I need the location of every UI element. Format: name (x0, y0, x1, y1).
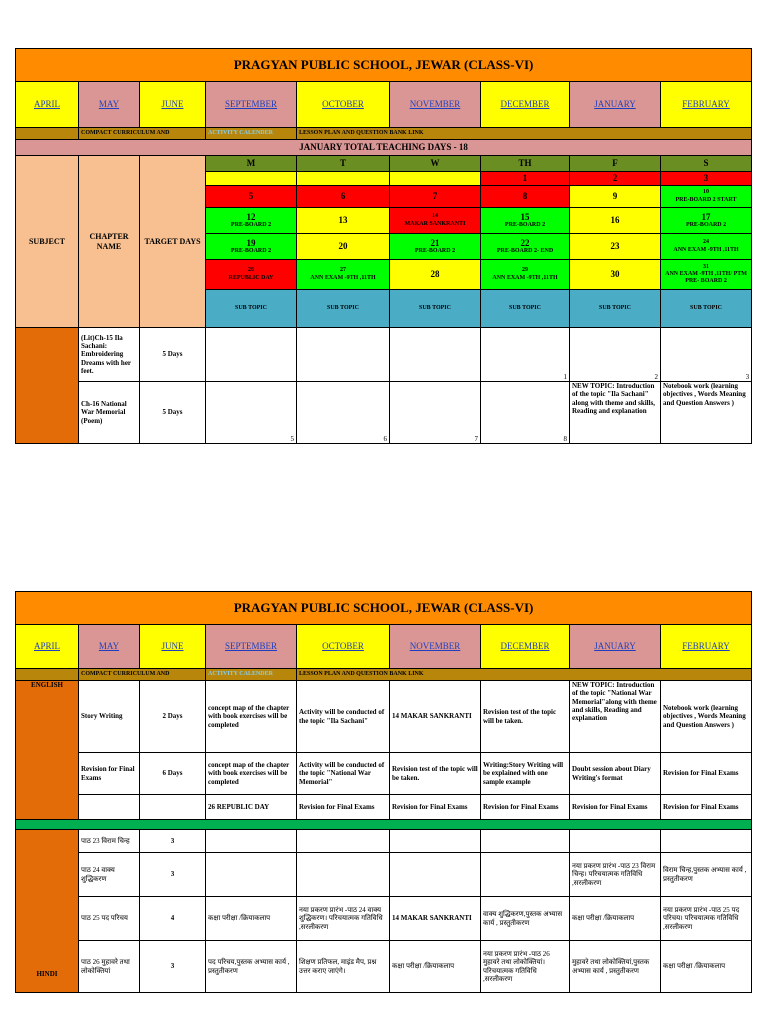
month-link-april[interactable]: APRIL (33, 99, 60, 110)
plan-cell (481, 853, 570, 897)
date-cell: 3 (661, 172, 752, 186)
date-cell: 16 (570, 208, 661, 234)
plan-cell: Writing:Story Writing will be explained with one sample example (481, 753, 570, 795)
plan-cell: नया प्रकरण प्रारंभ -पाठ 25 पद परिचय। परिचयात्मक गतिविधि ,सरलीकरण (661, 897, 752, 941)
month-link-december[interactable]: DECEMBER (500, 641, 550, 652)
chapter-cell: Story Writing (79, 681, 140, 753)
plan-cell (390, 853, 481, 897)
calendar-table (15, 48, 752, 444)
page-title: PRAGYAN PUBLIC SCHOOL, JEWAR (CLASS-VI) (16, 49, 752, 82)
day-header-tuesday: T (297, 156, 390, 172)
month-link-january[interactable]: JANUARY (594, 99, 636, 110)
plan-cell: कक्षा परीक्षा /क्रियाकलाप (661, 941, 752, 993)
plan-cell: Activity will be conducted of the topic "Ila Sachani" (297, 681, 390, 753)
date-cell: 19 PRE-BOARD 2 (206, 234, 297, 260)
date-cell: 8 (481, 186, 570, 208)
date-cell: 26 REPUBLIC DAY (206, 260, 297, 290)
target-days-cell: 5 Days (140, 328, 206, 382)
plan-cell: 2 (570, 328, 661, 382)
target-days-cell: 5 Days (140, 382, 206, 444)
plan-cell: Activity will be conducted of the topic "National War Memorial" (297, 753, 390, 795)
plan-cell (390, 830, 481, 853)
plan-cell: Revision for Final Exams (570, 795, 661, 820)
plan-cell: Notebook work (learning objectives , Words Meaning and Question Answers ) (661, 382, 752, 444)
target-days-cell: 6 Days (140, 753, 206, 795)
day-header-thursday: TH (481, 156, 570, 172)
plan-cell (297, 853, 390, 897)
table-row (16, 382, 752, 444)
subject-header: SUBJECT (16, 156, 79, 328)
chapter-cell: पाठ 24 वाक्य शुद्धिकरण (79, 853, 140, 897)
month-link-june[interactable]: JUNE (161, 99, 184, 110)
target-days-cell: 3 (140, 830, 206, 853)
plan-cell (570, 830, 661, 853)
month-link-november[interactable]: NOVEMBER (409, 641, 461, 652)
plan-cell: Revision for Final Exams (390, 795, 481, 820)
month-link-january[interactable]: JANUARY (594, 641, 636, 652)
teaching-days-banner: JANUARY TOTAL TEACHING DAYS - 18 (16, 140, 752, 156)
plan-cell: 5 (206, 382, 297, 444)
chapter-cell: पाठ 25 पद परिचय (79, 897, 140, 941)
plan-cell: नया प्रकरण प्रारंभ -पाठ 26 मुहावरे तथा लोकोक्तियां। परिचयात्मक गतिविधि ,सरलीकरण (481, 941, 570, 993)
date-cell: 6 (297, 186, 390, 208)
plan-cell: Notebook work (learning objectives , Words Meaning and Question Answers ) (661, 681, 752, 753)
compact-curriculum-link[interactable]: COMPACT CURRICULUM AND (79, 128, 206, 140)
target-days-cell (140, 795, 206, 820)
date-cell: 29 ANN EXAM -9TH ,11TH (481, 260, 570, 290)
chapter-cell: Revision for Final Exams (79, 753, 140, 795)
lesson-plan-table (15, 591, 752, 993)
activity-calendar-link[interactable]: ACTIVITY CALENDER (206, 128, 297, 140)
plan-cell: Revision test of the topic will be taken. (481, 681, 570, 753)
plan-cell (390, 328, 481, 382)
month-links-row (16, 82, 752, 128)
activity-calendar-link[interactable]: ACTIVITY CALENDER (206, 669, 297, 681)
plan-cell (481, 830, 570, 853)
date-cell: 1 (481, 172, 570, 186)
date-cell: 31 ANN EXAM -9TH ,11TH/ PTM PRE- BOARD 2 (661, 260, 752, 290)
sub-topic-header: SUB TOPIC (206, 290, 297, 328)
subject-cell (16, 328, 79, 444)
plan-cell (661, 830, 752, 853)
plan-cell: Revision for Final Exams (297, 795, 390, 820)
plan-cell: Revision for Final Exams (661, 795, 752, 820)
date-cell: 5 (206, 186, 297, 208)
timetable-sheet-1 (15, 48, 751, 444)
date-cell: 24 ANN EXAM -9TH ,11TH (661, 234, 752, 260)
plan-cell: NEW TOPIC: Introduction of the topic "Ila Sachani" along with theme and skills, Reading and explanation (570, 382, 661, 444)
date-cell: 2 (570, 172, 661, 186)
date-cell (297, 172, 390, 186)
plan-cell: शिक्षण प्रतिफल, माइंड मैप, प्रश्न उत्तर कराए जाएंगे। (297, 941, 390, 993)
plan-cell: 14 MAKAR SANKRANTI (390, 897, 481, 941)
month-link-december[interactable]: DECEMBER (500, 99, 550, 110)
plan-cell: कक्षा परीक्षा /क्रियाकलाप (570, 897, 661, 941)
plan-cell: Doubt session about Diary Writing's format (570, 753, 661, 795)
page-title: PRAGYAN PUBLIC SCHOOL, JEWAR (CLASS-VI) (16, 592, 752, 625)
target-days-cell: 3 (140, 853, 206, 897)
chapter-cell: पाठ 26 मुहावरे तथा लोकोक्तियां (79, 941, 140, 993)
date-cell: 10 PRE-BOARD 2 START (661, 186, 752, 208)
month-link-may[interactable]: MAY (98, 641, 120, 652)
month-link-february[interactable]: FEBRUARY (682, 641, 730, 652)
plan-cell: नया प्रकरण प्रारंभ -पाठ 23 विराम चिन्ह। परिचयात्मक गतिविधि ,सरलीकरण (570, 853, 661, 897)
table-row (16, 941, 752, 993)
date-cell: 27 ANN EXAM -9TH ,11TH (297, 260, 390, 290)
plan-cell: Revision for Final Exams (661, 753, 752, 795)
chapter-cell: (Lit)Ch-15 Ila Sachani: Embroidering Dreams with her feet. (79, 328, 140, 382)
day-header-wednesday: W (390, 156, 481, 172)
plan-cell: 26 REPUBLIC DAY (206, 795, 297, 820)
plan-cell: Revision test of the topic will be taken. (390, 753, 481, 795)
date-cell: 30 (570, 260, 661, 290)
month-link-february[interactable]: FEBRUARY (682, 99, 730, 110)
plan-cell: 1 (481, 328, 570, 382)
sub-topic-header: SUB TOPIC (390, 290, 481, 328)
date-cell: 7 (390, 186, 481, 208)
table-row (16, 795, 752, 820)
date-cell (206, 172, 297, 186)
date-cell: 17 PRE-BOARD 2 (661, 208, 752, 234)
table-row (16, 753, 752, 795)
plan-cell: NEW TOPIC: Introduction of the topic "National War Memorial"along with theme and skills, Reading and explanation (570, 681, 661, 753)
chapter-cell: पाठ 23 विराम चिन्ह (79, 830, 140, 853)
plan-cell: विराम चिन्ह,पुस्तक अभ्यास कार्य , प्रस्तुतीकरण (661, 853, 752, 897)
month-link-september[interactable]: SEPTEMBER (224, 99, 277, 110)
plan-cell (206, 830, 297, 853)
section-divider (16, 820, 752, 830)
target-days-cell: 3 (140, 941, 206, 993)
date-cell: 22 PRE-BOARD 2- END (481, 234, 570, 260)
month-link-september[interactable]: SEPTEMBER (224, 641, 277, 652)
day-header-monday: M (206, 156, 297, 172)
table-row (16, 853, 752, 897)
plan-cell: concept map of the chapter with book exercises will be completed (206, 681, 297, 753)
target-days-cell: 2 Days (140, 681, 206, 753)
table-row (16, 897, 752, 941)
target-days-header: TARGET DAYS (140, 156, 206, 328)
month-link-november[interactable]: NOVEMBER (409, 99, 461, 110)
plan-cell: concept map of the chapter with book exercises will be completed (206, 753, 297, 795)
month-link-may[interactable]: MAY (98, 99, 120, 110)
compact-curriculum-link[interactable]: COMPACT CURRICULUM AND (79, 669, 206, 681)
month-link-october[interactable]: OCTOBER (322, 641, 364, 652)
plan-cell: वाक्य शुद्धिकरण,पुस्तक अभ्यास कार्य , प्रस्तुतीकरण (481, 897, 570, 941)
month-link-april[interactable]: APRIL (33, 641, 60, 652)
sub-topic-header: SUB TOPIC (570, 290, 661, 328)
plan-cell: कक्षा परीक्षा /क्रियाकलाप (206, 897, 297, 941)
month-link-june[interactable]: JUNE (161, 641, 184, 652)
date-cell (390, 172, 481, 186)
sub-topic-header: SUB TOPIC (297, 290, 390, 328)
table-row (16, 328, 752, 382)
chapter-header: CHAPTER NAME (79, 156, 140, 328)
plan-cell (297, 830, 390, 853)
target-days-cell: 4 (140, 897, 206, 941)
plan-cell: पद परिचय,पुस्तक अभ्यास कार्य , प्रस्तुतीकरण (206, 941, 297, 993)
lesson-plan-link[interactable]: LESSON PLAN AND QUESTION BANK LINK (297, 128, 752, 140)
sub-topic-header: SUB TOPIC (661, 290, 752, 328)
plan-cell: 6 (297, 382, 390, 444)
plan-cell: कक्षा परीक्षा /क्रियाकलाप (390, 941, 481, 993)
timetable-sheet-2 (15, 591, 751, 993)
lesson-plan-link[interactable]: LESSON PLAN AND QUESTION BANK LINK (297, 669, 752, 681)
plan-cell: 7 (390, 382, 481, 444)
subject-english: ENGLISH (16, 681, 79, 820)
plan-cell (206, 853, 297, 897)
plan-cell (206, 328, 297, 382)
month-links-row (16, 625, 752, 669)
plan-cell (297, 328, 390, 382)
plan-cell: नया प्रकरण प्रारंभ -पाठ 24 वाक्य शुद्धिकरण। परिचयात्मक गतिविधि ,सरलीकरण (297, 897, 390, 941)
date-cell: 23 (570, 234, 661, 260)
plan-cell: 14 MAKAR SANKRANTI (390, 681, 481, 753)
date-cell: 21 PRE-BOARD 2 (390, 234, 481, 260)
day-header-saturday: S (661, 156, 752, 172)
table-row (16, 830, 752, 853)
plan-cell: मुहावरे तथा लोकोक्तियां,पुस्तक अभ्यास कार्य , प्रस्तुतीकरण (570, 941, 661, 993)
day-header-friday: F (570, 156, 661, 172)
date-cell: 13 (297, 208, 390, 234)
chapter-cell: Ch-16 National War Memorial (Poem) (79, 382, 140, 444)
plan-cell: 8 (481, 382, 570, 444)
plan-cell: Revision for Final Exams (481, 795, 570, 820)
date-cell: 20 (297, 234, 390, 260)
month-link-october[interactable]: OCTOBER (322, 99, 364, 110)
sub-topic-header: SUB TOPIC (481, 290, 570, 328)
plan-cell: 3 (661, 328, 752, 382)
date-cell: 12 PRE-BOARD 2 (206, 208, 297, 234)
table-row (16, 681, 752, 753)
chapter-cell (79, 795, 140, 820)
date-cell: 15 PRE-BOARD 2 (481, 208, 570, 234)
date-cell: 28 (390, 260, 481, 290)
date-cell: 9 (570, 186, 661, 208)
date-cell: 14 MAKAR SANKRANTI (390, 208, 481, 234)
subject-hindi: HINDI (16, 830, 79, 993)
